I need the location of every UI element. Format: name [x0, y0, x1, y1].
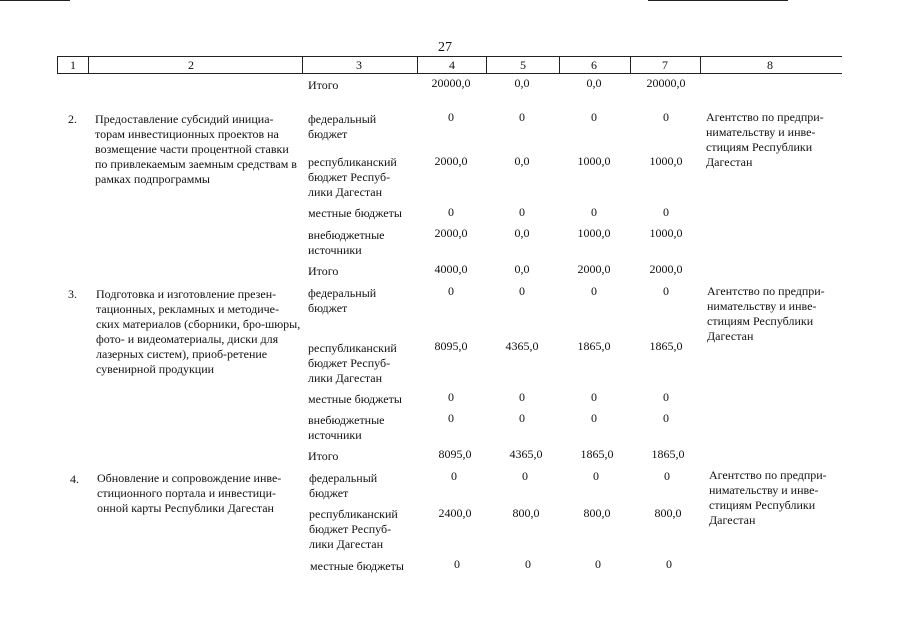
- item-executor: Агентство по предпри-нимательству и инве-стициям Республики Дагестан: [706, 110, 824, 169]
- header-divider: [417, 56, 418, 74]
- funding-value: 0: [454, 557, 460, 571]
- funding-value: 0: [448, 284, 454, 298]
- funding-source: Итого: [308, 449, 339, 463]
- funding-source: республиканский бюджет Респуб-лики Дагестан: [309, 507, 398, 551]
- funding-value: 2000,0: [577, 262, 611, 276]
- funding-value: 0: [448, 110, 454, 124]
- funding-value: 800,0: [512, 506, 540, 520]
- funding-value: 0,0: [514, 226, 530, 240]
- header-bottom-border: [57, 73, 842, 74]
- prev-total-value: 0,0: [514, 76, 530, 90]
- header-divider: [700, 56, 701, 74]
- funding-value: 1865,0: [651, 447, 685, 461]
- funding-value: 0: [591, 110, 597, 124]
- header-col-3: 3: [356, 58, 362, 72]
- prev-total-value: 20000,0: [646, 76, 686, 90]
- funding-value: 2000,0: [649, 262, 683, 276]
- funding-value: 0: [448, 205, 454, 219]
- scan-edge: [648, 0, 788, 1]
- funding-value: 0: [519, 390, 525, 404]
- funding-value: 0: [663, 110, 669, 124]
- funding-value: 2000,0: [434, 226, 468, 240]
- funding-value: 0: [666, 557, 672, 571]
- item-number: 4.: [70, 472, 79, 486]
- header-divider: [302, 56, 303, 74]
- funding-value: 0: [591, 390, 597, 404]
- prev-total-value: 0,0: [586, 76, 602, 90]
- header-col-1: 1: [70, 58, 76, 72]
- header-col-7: 7: [662, 58, 668, 72]
- funding-value: 0: [519, 205, 525, 219]
- funding-value: 0: [591, 411, 597, 425]
- header-col-6: 6: [591, 58, 597, 72]
- funding-source: местные бюджеты: [308, 392, 402, 406]
- funding-value: 0: [663, 411, 669, 425]
- funding-value: 1000,0: [649, 154, 683, 168]
- funding-value: 4365,0: [509, 447, 543, 461]
- funding-source: внебюджетные источники: [308, 228, 385, 257]
- funding-value: 0,0: [514, 262, 530, 276]
- funding-value: 0: [448, 390, 454, 404]
- funding-value: 2400,0: [438, 506, 472, 520]
- funding-value: 4000,0: [434, 262, 468, 276]
- funding-value: 1865,0: [580, 447, 614, 461]
- funding-source: внебюджетные источники: [308, 413, 385, 442]
- funding-value: 2000,0: [434, 154, 468, 168]
- funding-value: 0: [522, 469, 528, 483]
- header-col-2: 2: [188, 58, 194, 72]
- header-divider: [57, 56, 58, 74]
- funding-source: федеральный бюджет: [309, 471, 378, 500]
- funding-value: 0: [525, 557, 531, 571]
- funding-value: 0: [519, 411, 525, 425]
- funding-value: 8095,0: [438, 447, 472, 461]
- funding-value: 0: [663, 205, 669, 219]
- funding-value: 1865,0: [649, 339, 683, 353]
- funding-value: 1000,0: [649, 226, 683, 240]
- funding-value: 8095,0: [434, 339, 468, 353]
- funding-value: 0: [593, 469, 599, 483]
- header-divider: [559, 56, 560, 74]
- funding-source: федеральный бюджет: [308, 112, 377, 141]
- item-number: 2.: [68, 112, 77, 126]
- prev-total-label: Итого: [308, 78, 339, 92]
- header-col-8: 8: [767, 58, 773, 72]
- funding-value: 1000,0: [577, 226, 611, 240]
- header-col-4: 4: [449, 58, 455, 72]
- page-number: 27: [438, 40, 452, 55]
- funding-value: 0: [591, 205, 597, 219]
- funding-value: 1865,0: [577, 339, 611, 353]
- funding-value: 0: [663, 284, 669, 298]
- funding-source: местные бюджеты: [308, 206, 402, 220]
- funding-value: 0: [591, 284, 597, 298]
- funding-value: 0: [448, 411, 454, 425]
- item-executor: Агентство по предпри-нимательству и инве-стициям Республики Дагестан: [707, 284, 825, 343]
- prev-total-value: 20000,0: [431, 76, 471, 90]
- funding-value: 0,0: [514, 154, 530, 168]
- scan-edge: [0, 0, 70, 1]
- funding-source: республиканский бюджет Респуб-лики Дагестан: [308, 155, 397, 199]
- item-executor: Агентство по предпри-нимательству и инве-стициям Республики Дагестан: [709, 468, 827, 527]
- header-divider: [486, 56, 487, 74]
- funding-value: 1000,0: [577, 154, 611, 168]
- funding-source: местные бюджеты: [310, 559, 404, 573]
- funding-value: 800,0: [654, 506, 682, 520]
- funding-value: 0: [451, 469, 457, 483]
- funding-value: 4365,0: [505, 339, 539, 353]
- item-description: Предоставление субсидий инициа-торам инвестиционных проектов на возмещение части процентной ставки по привлекаемым заемным средствам в рамках подпрограммы: [95, 112, 297, 186]
- funding-value: 0: [595, 557, 601, 571]
- item-number: 3.: [68, 287, 77, 301]
- funding-source: федеральный бюджет: [308, 286, 377, 315]
- header-divider: [630, 56, 631, 74]
- funding-value: 800,0: [583, 506, 611, 520]
- header-top-border: [57, 56, 842, 57]
- item-description: Обновление и сопровождение инве-стиционного портала и инвестици-онной карты Республики Дагестан: [97, 471, 282, 515]
- funding-source: республиканский бюджет Респуб-лики Дагестан: [308, 341, 397, 385]
- header-col-5: 5: [520, 58, 526, 72]
- funding-value: 0: [519, 110, 525, 124]
- header-divider: [88, 56, 89, 74]
- funding-value: 0: [663, 390, 669, 404]
- item-description: Подготовка и изготовление презен-тационных, рекламных и методиче-ских материалов (сборники, бро-шюры, фото- и видеоматериалы, диски для лазерных систем), приоб-ретение сувенирной продукции: [96, 287, 301, 376]
- funding-value: 0: [664, 469, 670, 483]
- funding-value: 0: [519, 284, 525, 298]
- funding-source: Итого: [308, 264, 339, 278]
